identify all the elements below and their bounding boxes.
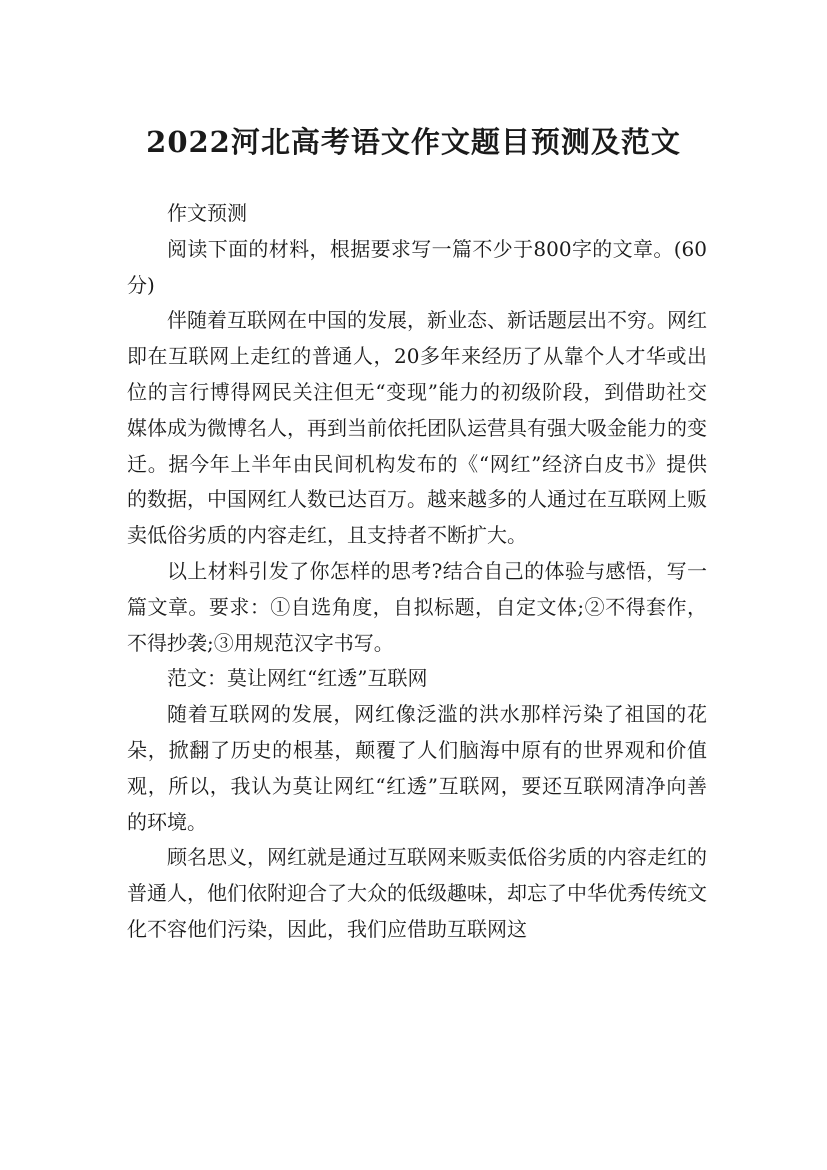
requirements-paragraph: 以上材料引发了你怎样的思考?结合自己的体验与感悟，写一篇文章。要求：①自选角度，自拟标题，自定文体;②不得套作，不得抄袭;③用规范汉字书写。 [127, 558, 707, 655]
essay-paragraph: 顾名思义，网红就是通过互联网来贩卖低俗劣质的内容走红的普通人，他们依附迎合了大众的低级趣味，却忘了中华优秀传统文化不容他们污染，因此，我们应借助互联网这 [127, 845, 707, 941]
task-instruction: 阅读下面的材料，根据要求写一篇不少于800字的文章。(60分) [127, 236, 707, 297]
document-title: 2022河北高考语文作文题目预测及范文 [146, 125, 681, 160]
essay-paragraph: 随着互联网的发展，网红像泛滥的洪水那样污染了祖国的花朵，掀翻了历史的根基，颠覆了人们脑海中原有的世界观和价值观，所以，我认为莫让网红“红透”互联网，要还互联网清净向善的环境。 [127, 702, 707, 834]
material-paragraph: 伴随着互联网在中国的发展，新业态、新话题层出不穷。网红即在互联网上走红的普通人，20多年来经历了从靠个人才华或出位的言行博得网民关注但无“变现”能力的初级阶段，到借助社交媒体成为微博名人，再到当前依托团队运营具有强大吸金能力的变迁。据今年上半年由民间机构发布的《“网红”经济白皮书》提供的数据，中国网红人数已达百万。越来越多的人通过在互联网上贩卖低俗劣质的内容走红，且支持者不断扩大。 [127, 308, 707, 548]
document-body [127, 196, 707, 948]
section-heading-prediction: 作文预测 [167, 201, 247, 225]
sample-essay-heading: 范文：莫让网红“红透”互联网 [167, 666, 428, 691]
